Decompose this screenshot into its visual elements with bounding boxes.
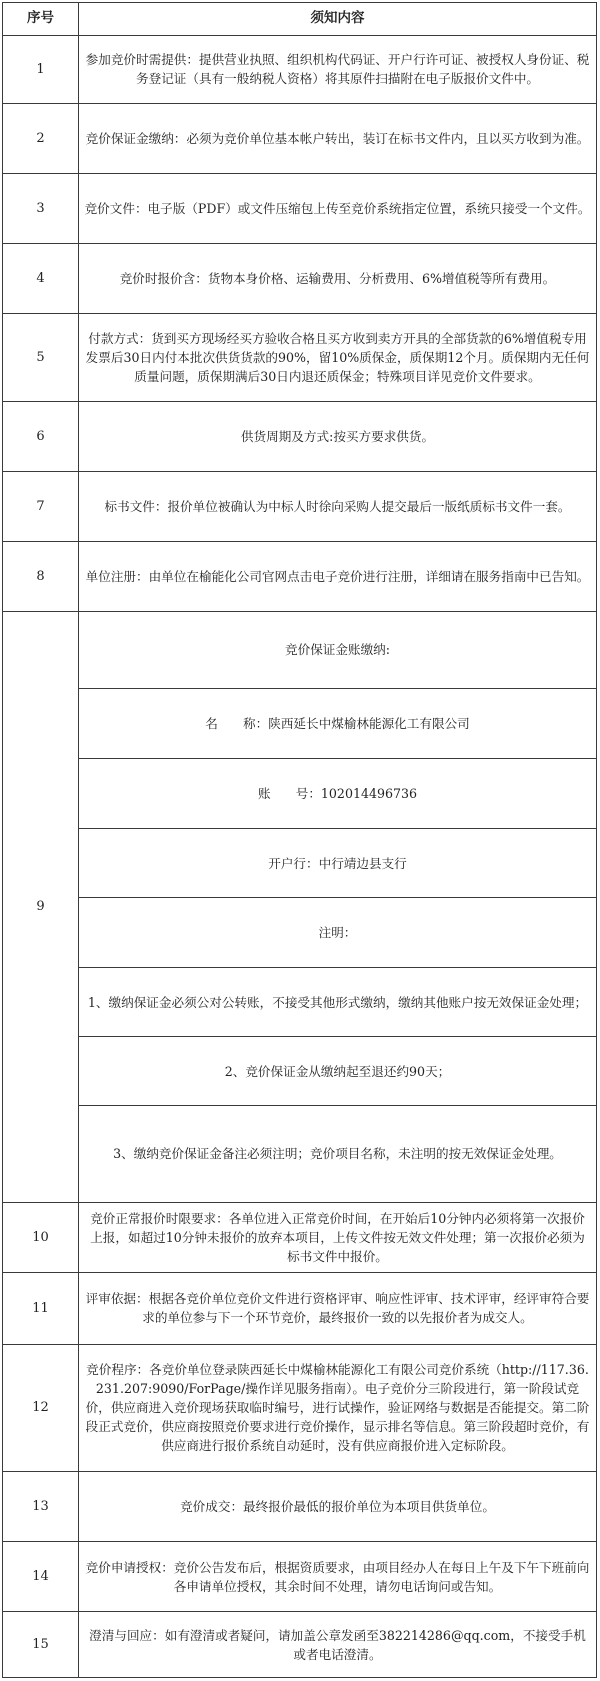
row-content: 付款方式：货到买方现场经买方验收合格且买方收到卖方开具的全部货款的6%增值税专用发票后30日内付本批次供货货款的90%，留10%质保金，质保期12个月。质保期内无任何质量问题，质保期满后30日内退还质保金；特殊项目详见竞价文件要求。 <box>79 313 597 401</box>
row-content: 竞价时报价含：货物本身价格、运输费用、分析费用、6%增值税等所有费用。 <box>79 243 597 313</box>
row-content: 供货周期及方式:按买方要求供货。 <box>79 402 597 472</box>
row-number: 6 <box>3 402 79 472</box>
row-content: 评审依据：根据各竞价单位竞价文件进行资格评审、响应性评审、技术评审，经评审符合要求的单位参与下一个环节竞价，最终报价一致的以先报价者为成交人。 <box>79 1272 597 1344</box>
row-number: 7 <box>3 472 79 542</box>
row-number: 3 <box>3 173 79 243</box>
row-content: 竞价成交：最终报价最低的报价单位为本项目供货单位。 <box>79 1472 597 1542</box>
table-row <box>3 472 597 542</box>
row-number: 9 <box>3 612 79 1203</box>
table-row <box>3 1542 597 1612</box>
note-item: 1、缴纳保证金必须公对公转账，不接受其他形式缴纳，缴纳其他账户按无效保证金处理； <box>79 968 596 1037</box>
table-row-account <box>3 612 597 1203</box>
row-content: 标书文件：报价单位被确认为中标人时徐向采购人提交最后一版纸质标书文件一套。 <box>79 472 597 542</box>
row-number: 4 <box>3 243 79 313</box>
header-content: 须知内容 <box>79 3 597 36</box>
table-row <box>3 103 597 173</box>
table-row <box>3 1202 597 1272</box>
account-info-cell <box>79 612 597 1203</box>
account-section-title: 竞价保证金账缴纳: <box>79 612 596 688</box>
table-row <box>3 542 597 612</box>
note-item: 3、缴纳竞价保证金备注必须注明；竞价项目名称，未注明的按无效保证金处理。 <box>113 1146 562 1162</box>
note-item: 2、竞价保证金从缴纳起至退还约90天； <box>79 1037 596 1106</box>
note-title: 注明： <box>79 898 596 968</box>
table-row <box>3 173 597 243</box>
notice-table <box>2 2 597 1678</box>
row-content: 竞价文件：电子版（PDF）或文件压缩包上传至竞价系统指定位置，系统只接受一个文件。 <box>79 173 597 243</box>
header-no: 序号 <box>3 3 79 36</box>
row-content: 单位注册：由单位在榆能化公司官网点击电子竞价进行注册，详细请在服务指南中已告知。 <box>79 542 597 612</box>
table-row <box>3 313 597 401</box>
table-row <box>3 1272 597 1344</box>
row-number: 5 <box>3 313 79 401</box>
row-number: 13 <box>3 1472 79 1542</box>
table-row <box>3 1472 597 1542</box>
row-content: 参加竞价时需提供：提供营业执照、组织机构代码证、开户行许可证、被授权人身份证、税务登记证（具有一般纳税人资格）将其原件扫描附在电子版报价文件中。 <box>79 35 597 103</box>
account-info-table <box>79 612 596 1202</box>
account-name: 名 称：陕西延长中煤榆林能源化工有限公司 <box>79 688 596 758</box>
table-row <box>3 243 597 313</box>
row-content: 竞价程序：各竞价单位登录陕西延长中煤榆林能源化工有限公司竞价系统（http://117.36.231.207:9090/ForPage/操作详见服务指南）。电子竞价分三阶段进行，第一阶段试竞价，供应商进入竞价现场获取临时编号，进行试操作，验证网络与数据是否能提交。第二阶段正式竞价，供应商按照竞价要求进行竞价操作，显示排名等信息。第三阶段超时竞价，有供应商进行报价系统自动延时，没有供应商报价进入定标阶段。 <box>79 1344 597 1472</box>
row-number: 11 <box>3 1272 79 1344</box>
table-row <box>3 35 597 103</box>
row-number: 2 <box>3 103 79 173</box>
header-row <box>3 3 597 36</box>
table-row <box>3 1612 597 1678</box>
row-content: 竞价保证金缴纳：必须为竞价单位基本帐户转出，装订在标书文件内，且以买方收到为准。 <box>79 103 597 173</box>
row-content: 竞价申请授权：竞价公告发布后，根据资质要求，由项目经办人在每日上午及下午下班前向各申请单位授权，其余时间不处理，请勿电话询问或告知。 <box>79 1542 597 1612</box>
table-row <box>3 1344 597 1472</box>
row-number: 10 <box>3 1202 79 1272</box>
row-number: 8 <box>3 542 79 612</box>
row-content: 竞价正常报价时限要求：各单位进入正常竞价时间，在开始后10分钟内必须将第一次报价上报，如超过10分钟未报价的放弃本项目，上传文件按无效文件处理；第一次报价必须为标书文件中报价。 <box>79 1202 597 1272</box>
row-number: 15 <box>3 1612 79 1678</box>
table-row <box>3 402 597 472</box>
row-number: 14 <box>3 1542 79 1612</box>
row-number: 12 <box>3 1344 79 1472</box>
row-number: 1 <box>3 35 79 103</box>
account-bank: 开户行：中行靖边县支行 <box>79 828 596 898</box>
account-number: 账 号：102014496736 <box>79 758 596 828</box>
row-content: 澄清与回应：如有澄清或者疑问，请加盖公章发函至382214286@qq.com，不接受手机或者电话澄清。 <box>79 1612 597 1678</box>
